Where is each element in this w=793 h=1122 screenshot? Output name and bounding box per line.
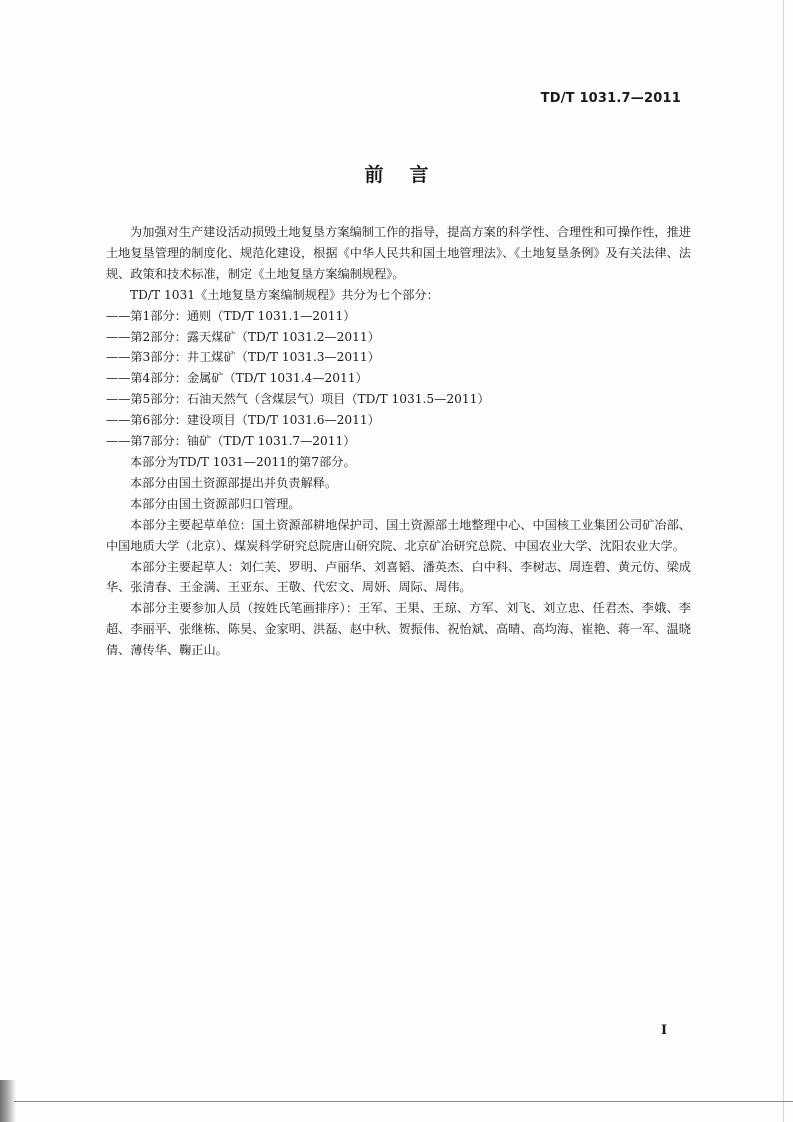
- scan-bottom-line: [14, 1101, 793, 1102]
- document-code: TD/T 1031.7—2011: [540, 91, 681, 106]
- statement-proposer: 本部分由国土资源部提出并负责解释。: [130, 475, 338, 490]
- page-title: 前言: [364, 164, 455, 186]
- part-list-item: ——第1部分：通则（TD/T 1031.1—2011）: [106, 308, 356, 323]
- statement-part-number: 本部分为TD/T 1031—2011的第7部分。: [130, 454, 356, 469]
- statement-participants: 本部分主要参加人员（按姓氏笔画排序）：王军、王果、王琼、方军、刘飞、刘立忠、任君杰、李娥、李超、李丽平、张继栋、陈昊、金家明、洪磊、赵中秋、贺振伟、祝怡斌、高晴、高均海、崔艳、蒋一军、温晓倩、薄传华、鞠正山。: [106, 601, 691, 658]
- part-list-item: ——第7部分：铀矿（TD/T 1031.7—2011）: [106, 434, 356, 449]
- foreword-body: [106, 222, 691, 661]
- statement-administrator: 本部分由国土资源部归口管理。: [130, 496, 301, 511]
- part-list-item: ——第2部分：露天煤矿（TD/T 1031.2—2011）: [106, 329, 380, 344]
- statement-drafting-units: 本部分主要起草单位：国土资源部耕地保护司、国土资源部土地整理中心、中国核工业集团公司矿冶部、中国地质大学（北京）、煤炭科学研究总院唐山研究院、北京矿冶研究总院、中国农业大学、沈阳农业大学。: [106, 517, 691, 553]
- page-number: I: [661, 1023, 668, 1038]
- part-list-item: ——第6部分：建设项目（TD/T 1031.6—2011）: [106, 413, 380, 428]
- part-list-item: ——第4部分：金属矿（TD/T 1031.4—2011）: [106, 371, 368, 386]
- paragraph-intro: 为加强对生产建设活动损毁土地复垦方案编制工作的指导，提高方案的科学性、合理性和可操作性，推进土地复垦管理的制度化、规范化建设，根据《中华人民共和国土地管理法》、《土地复垦条例》及有关法律、法规、政策和技术标准，制定《土地复垦方案编制规程》。: [106, 225, 691, 281]
- part-list-item: ——第5部分：石油天然气（含煤层气）项目（TD/T 1031.5—2011）: [106, 392, 490, 407]
- paragraph-parts-lead: TD/T 1031《土地复垦方案编制规程》共分为七个部分：: [130, 287, 439, 302]
- statement-drafters: 本部分主要起草人：刘仁芙、罗明、卢丽华、刘喜韬、潘英杰、白中科、李树志、周连碧、黄元仿、梁成华、张清春、王金满、王亚东、王敬、代宏文、周妍、周际、周伟。: [106, 559, 691, 595]
- part-list-item: ——第3部分：井工煤矿（TD/T 1031.3—2011）: [106, 350, 380, 365]
